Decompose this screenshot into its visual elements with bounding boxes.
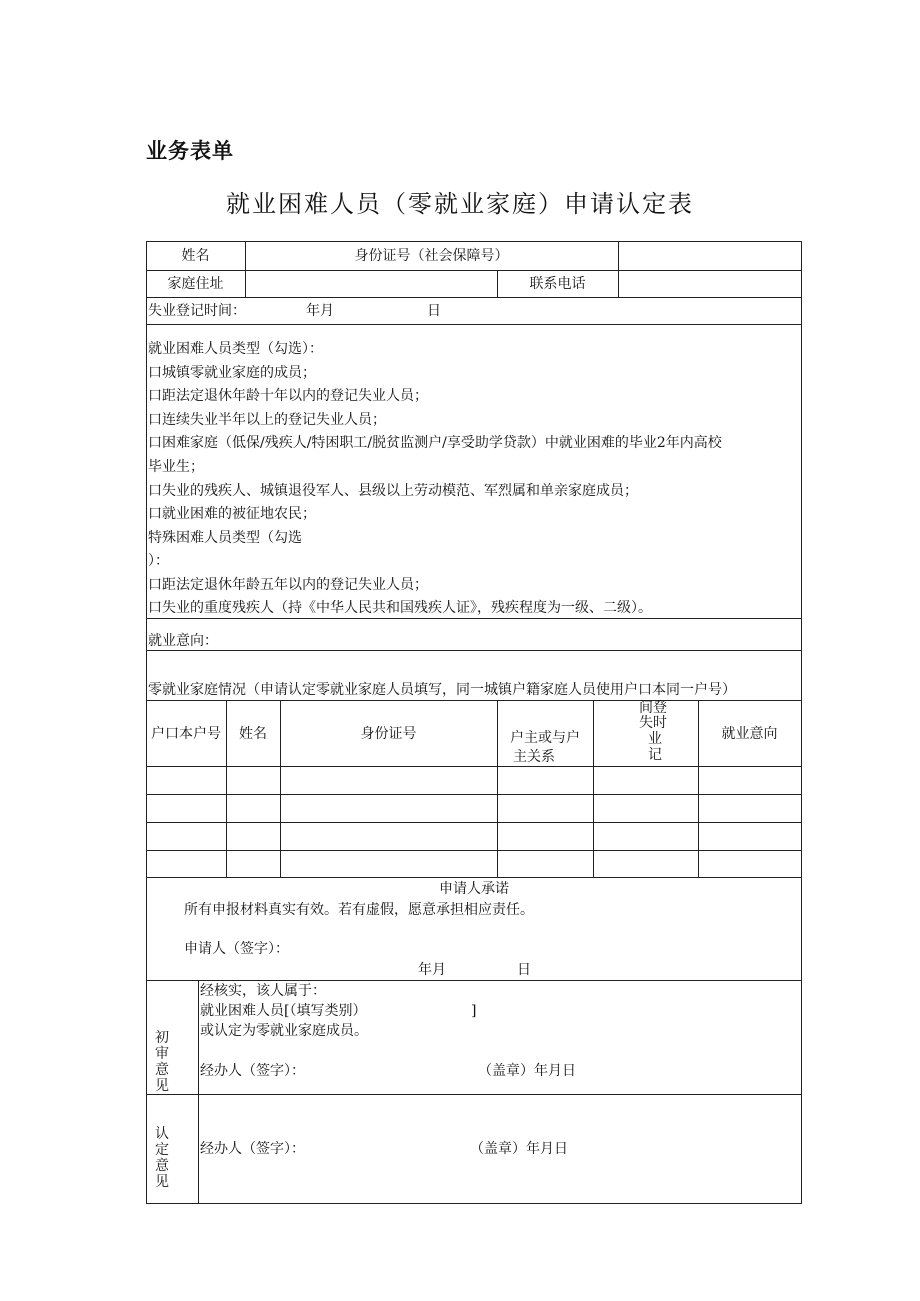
initial-review-line1: 经核实，该人属于：	[200, 983, 326, 999]
initial-review-bracket: ]	[471, 1003, 477, 1019]
initial-review-label: 初审意见	[155, 1030, 169, 1094]
phone-label: 联系电话	[529, 276, 586, 292]
type-option[interactable]: 口连续失业半年以上的登记失业人员；	[148, 412, 386, 428]
type-option[interactable]: 口失业的残疾人、城镇退役军人、县级以上劳动模范、军烈属和单亲家庭成员；	[148, 483, 638, 499]
col-registration-line3: 业	[648, 731, 662, 747]
col-line	[198, 980, 199, 1204]
promise-year-month: 年月	[418, 962, 446, 978]
col-employment-intention: 就业意向	[721, 726, 778, 742]
special-type-heading: 特殊困难人员类型（勾选	[148, 530, 302, 546]
col-relationship-line1: 户主或与户	[510, 730, 580, 746]
initial-seal-date: （盖章）年月日	[478, 1063, 576, 1079]
special-type-heading-continued: ）：	[148, 553, 169, 569]
type-option[interactable]: 口城镇零就业家庭的成员；	[148, 365, 316, 381]
border-bottom	[146, 1203, 802, 1204]
registration-year-month: 年月	[306, 303, 334, 319]
row-line	[146, 324, 802, 325]
confirmation-label: 认定意见	[155, 1126, 169, 1190]
col-relationship-line2: 主关系	[513, 749, 555, 765]
row-line	[146, 766, 802, 767]
row-line	[146, 650, 802, 651]
type-heading: 就业困难人员类型（勾选）：	[148, 341, 323, 357]
employment-intention-label: 就业意向：	[148, 633, 218, 649]
initial-handler-signature: 经办人（签字）：	[200, 1063, 305, 1079]
type-option[interactable]: 口困难家庭（低保/残疾人/特困职工/脱贫监测户/享受助学贷款）中就业困难的毕业2年内高校	[148, 435, 722, 451]
row-line	[146, 1094, 802, 1095]
initial-review-line3: 或认定为零就业家庭成员。	[200, 1023, 368, 1039]
row-line	[146, 618, 802, 619]
registration-day: 日	[427, 303, 441, 319]
special-type-option[interactable]: 口距法定退休年龄五年以内的登记失业人员；	[148, 577, 428, 593]
row-line	[146, 822, 802, 823]
id-number-label: 身份证号（社会保障号）	[354, 248, 509, 264]
row-line	[146, 877, 802, 878]
address-label: 家庭住址	[167, 276, 224, 292]
applicant-signature-label: 申请人（签字）：	[184, 941, 289, 957]
promise-text: 所有申报材料真实有效。若有虚假，愿意承担相应责任。	[184, 902, 534, 918]
name-label: 姓名	[181, 248, 210, 264]
col-registration-line1: 间登	[639, 700, 667, 716]
col-registration-line4: 记	[648, 747, 662, 763]
row-line	[146, 794, 802, 795]
col-household-number: 户口本户号	[151, 726, 221, 742]
type-option[interactable]: 口就业困难的被征地农民；	[148, 506, 316, 522]
border-right	[801, 241, 802, 1204]
type-option-continued: 毕业生；	[148, 459, 204, 475]
col-id-number: 身份证号	[360, 726, 417, 742]
form-title: 就业困难人员（零就业家庭）申请认定表	[226, 190, 694, 218]
col-line	[618, 241, 619, 298]
border-left	[146, 241, 147, 1204]
special-type-option[interactable]: 口失业的重度残疾人（持《中华人民共和国残疾人证》，残疾程度为一级、二级）。	[148, 600, 652, 616]
promise-day: 日	[517, 962, 531, 978]
col-name: 姓名	[239, 726, 267, 742]
family-note: 零就业家庭情况（申请认定零就业家庭人员填写，同一城镇户籍家庭人员使用户口本同一户号）	[148, 682, 736, 698]
page-header: 业务表单	[146, 139, 234, 163]
unemployment-registration-label: 失业登记时间：	[148, 303, 246, 319]
confirm-seal-date: （盖章）年月日	[470, 1141, 568, 1157]
row-line	[146, 980, 802, 981]
promise-title: 申请人承诺	[439, 881, 509, 897]
row-line	[146, 850, 802, 851]
col-line	[497, 700, 498, 878]
initial-review-line2: 就业困难人员[（填写类别）	[200, 1003, 367, 1019]
col-registration-line2: 失时	[639, 715, 667, 731]
type-option[interactable]: 口距法定退休年龄十年以内的登记失业人员；	[148, 388, 428, 404]
confirm-handler-signature: 经办人（签字）：	[200, 1141, 305, 1157]
